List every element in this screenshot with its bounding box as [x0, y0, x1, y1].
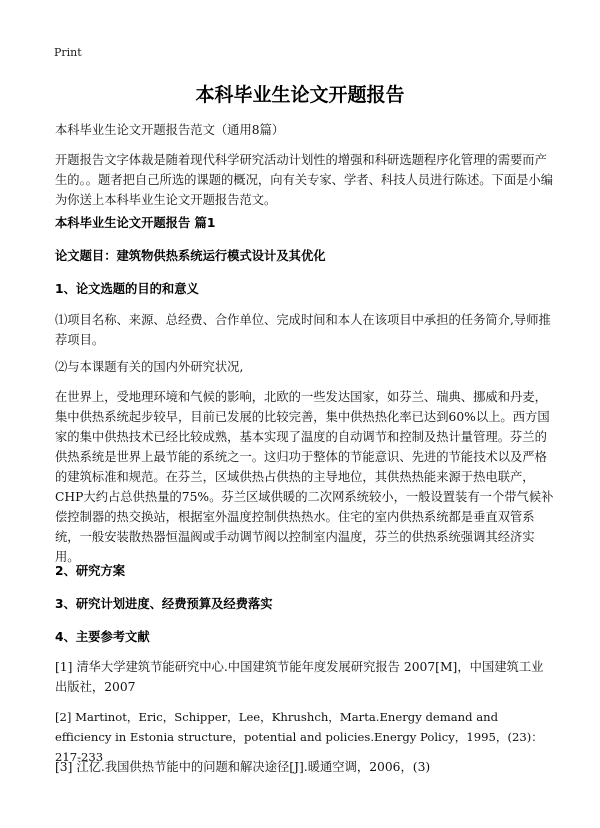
item-project-info: ⑴项目名称、来源、总经费、合作单位、完成时间和本人在该项目中承担的任务简介,导师推荐项目。 — [55, 313, 551, 347]
thesis-title: 论文题目：建筑物供热系统运行模式设计及其优化 — [55, 249, 326, 263]
heading-schedule-budget: 3、研究计划进度、经费预算及经费落实 — [55, 597, 273, 611]
reference-item: [2] Martinot，Eric，Schipper，Lee，Khrushch，Marta.Energy demand and efficiency in Estonia structure，potential and policies.Energy Policy，1995，(23)：217-233 — [55, 710, 543, 764]
heading-research-plan: 2、研究方案 — [55, 564, 126, 578]
reference-item: [1] 清华大学建筑节能研究中心.中国建筑节能年度发展研究报告 2007[M]，中国建筑工业出版社，2007 — [55, 660, 544, 694]
intro-paragraph: 开题报告文字体裁是随着现代科学研究活动计划性的增强和科研选题程序化管理的需要而产生的。。题者把自己所选的课题的概况，向有关专家、学者、科技人员进行陈述。下面是小编为你送上本科毕业生论文开题报告范文。 — [55, 153, 554, 207]
section-title: 本科毕业生论文开题报告 篇1 — [55, 216, 216, 230]
print-label: Print — [54, 46, 82, 59]
document-subtitle: 本科毕业生论文开题报告范文（通用8篇） — [55, 123, 285, 137]
body-paragraph: 在世界上，受地理环境和气候的影响，北欧的一些发达国家，如芬兰、瑞典、挪威和丹麦，集中供热系统起步较早，目前已发展的比较完善，集中供热热化率已达到60%以上。西方国家的集中供热技术已经比较成熟，基本实现了温度的自动调节和控制及热计量管理。芬兰的供热系统是世界上最节能的系统之一。这归功于整体的节能意识、先进的节能技术以及严格的建筑标准和规范。在芬兰，区域供热占供热的主导地位，其供热热能来源于热电联产，CHP大约占总供热量的75%。芬兰区域供暖的二次网系统较小，一般设置装有一个带气候补偿控制器的热交换站，根据室外温度控制供热热水。住宅的室内供热系统都是垂直双管系统，一般安装散热器恒温阀或手动调节阀以控制室内温度，芬兰的供热系统强调其经济实用。 — [55, 390, 554, 564]
heading-purpose: 1、论文选题的目的和意义 — [55, 282, 199, 296]
page-title: 本科毕业生论文开题报告 — [195, 84, 405, 106]
heading-references: 4、主要参考文献 — [55, 630, 150, 644]
item-research-status: ⑵与本课题有关的国内外研究状况, — [55, 360, 244, 374]
reference-item: [3] 江亿.我国供热节能中的问题和解决途径[J].暖通空调，2006，(3) — [55, 760, 431, 774]
